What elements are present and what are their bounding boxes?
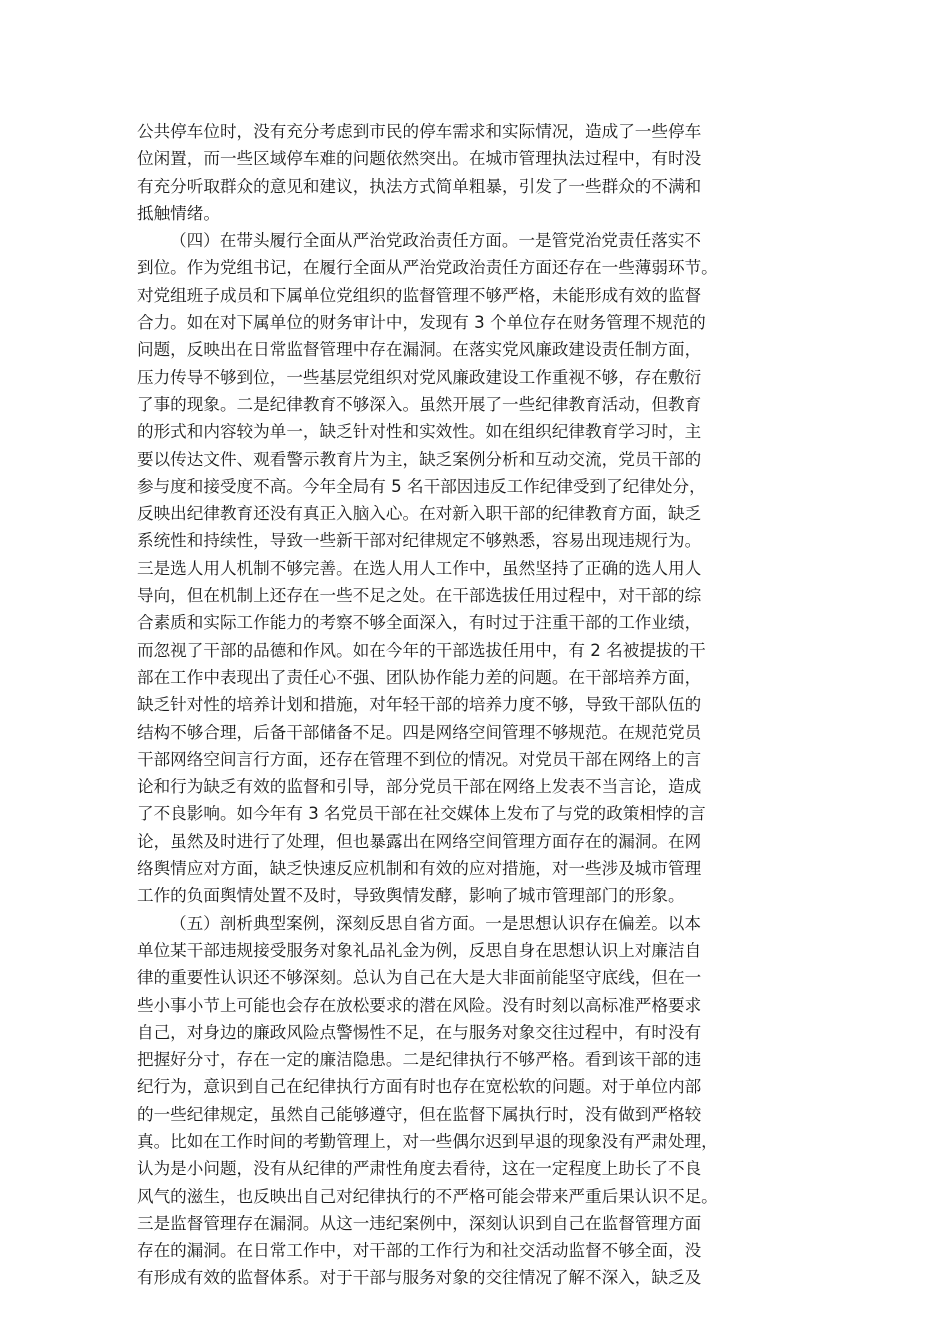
text-line: 位闲置，而一些区域停车难的问题依然突出。在城市管理执法过程中，有时没 — [137, 149, 702, 169]
text-line: 三是选人用人机制不够完善。在选人用人工作中，虽然坚持了正确的选人用人 — [137, 558, 702, 578]
text-line: 三是监督管理存在漏洞。从这一违纪案例中，深刻认识到自己在监督管理方面 — [137, 1213, 702, 1233]
text-line: 纪行为，意识到自己在纪律执行方面有时也存在宽松软的问题。对于单位内部 — [137, 1077, 702, 1097]
text-line: 论和行为缺乏有效的监督和引导，部分党员干部在网络上发表不当言论，造成 — [137, 777, 702, 797]
text-line: 反映出纪律教育还没有真正入脑入心。在对新入职干部的纪律教育方面，缺乏 — [137, 504, 702, 524]
text-line: 到位。作为党组书记，在履行全面从严治党政治责任方面还存在一些薄弱环节。 — [137, 258, 718, 278]
text-line: 要以传达文件、观看警示教育片为主，缺乏案例分析和互动交流，党员干部的 — [137, 449, 702, 469]
text-line: 了事的现象。二是纪律教育不够深入。虽然开展了一些纪律教育活动，但教育 — [137, 394, 702, 414]
text-line: （四）在带头履行全面从严治党政治责任方面。一是管党治党责任落实不 — [170, 231, 701, 251]
body-text — [137, 118, 817, 1292]
text-line: 公共停车位时，没有充分考虑到市民的停车需求和实际情况，造成了一些停车 — [137, 122, 702, 141]
text-line: 压力传导不够到位，一些基层党组织对党风廉政建设工作重视不够，存在敷衍 — [137, 367, 702, 387]
text-line: 合素质和实际工作能力的考察不够全面深入，有时过于注重干部的工作业绩， — [137, 613, 702, 633]
text-line: 系统性和持续性，导致一些新干部对纪律规定不够熟悉，容易出现违规行为。 — [137, 531, 702, 551]
text-line: 导向，但在机制上还存在一些不足之处。在干部选拔任用过程中，对干部的综 — [137, 586, 702, 606]
text-line: 有形成有效的监督体系。对于干部与服务对象的交往情况了解不深入，缺乏及 — [137, 1268, 702, 1288]
text-line: 工作的负面舆情处置不及时，导致舆情发酵，影响了城市管理部门的形象。 — [137, 886, 685, 906]
text-line: 的一些纪律规定，虽然自己能够遵守，但在监督下属执行时，没有做到严格较 — [137, 1104, 702, 1124]
text-line: 论，虽然及时进行了处理，但也暴露出在网络空间管理方面存在的漏洞。在网 — [137, 831, 702, 851]
text-line: 抵触情绪。 — [137, 203, 220, 223]
text-line: 对党组班子成员和下属单位党组织的监督管理不够严格，未能形成有效的监督 — [137, 285, 702, 305]
text-line: 的形式和内容较为单一，缺乏针对性和实效性。如在组织纪律教育学习时，主 — [137, 422, 702, 442]
text-line: 结构不够合理，后备干部储备不足。四是网络空间管理不够规范。在规范党员 — [137, 722, 702, 742]
text-line: 干部网络空间言行方面，还存在管理不到位的情况。对党员干部在网络上的言 — [137, 749, 702, 769]
text-line: 律的重要性认识还不够深刻。总认为自己在大是大非面前能坚守底线，但在一 — [137, 968, 702, 988]
text-line: 单位某干部违规接受服务对象礼品礼金为例，反思自身在思想认识上对廉洁自 — [137, 940, 702, 960]
text-line: 存在的漏洞。在日常工作中，对干部的工作行为和社交活动监督不够全面，没 — [137, 1241, 702, 1261]
text-line: 部在工作中表现出了责任心不强、团队协作能力差的问题。在干部培养方面， — [137, 667, 702, 687]
text-line: 真。比如在工作时间的考勤管理上，对一些偶尔迟到早退的现象没有严肃处理， — [137, 1131, 718, 1151]
text-line: 问题，反映出在日常监督管理中存在漏洞。在落实党风廉政建设责任制方面， — [137, 340, 702, 360]
text-line: 而忽视了干部的品德和作风。如在今年的干部选拔任用中，有 2 名被提拔的干 — [137, 640, 706, 660]
text-line: 自己，对身边的廉政风险点警惕性不足，在与服务对象交往过程中，有时没有 — [137, 1022, 702, 1042]
text-line: 了不良影响。如今年有 3 名党员干部在社交媒体上发布了与党的政策相悖的言 — [137, 804, 706, 824]
text-line: 络舆情应对方面，缺乏快速反应机制和有效的应对措施，对一些涉及城市管理 — [137, 859, 702, 879]
text-line: 参与度和接受度不高。今年全局有 5 名干部因违反工作纪律受到了纪律处分， — [137, 476, 706, 496]
text-line: 风气的滋生，也反映出自己对纪律执行的不严格可能会带来严重后果认识不足。 — [137, 1186, 718, 1206]
text-line: （五）剖析典型案例，深刻反思自省方面。一是思想认识存在偏差。以本 — [170, 913, 701, 933]
text-line: 认为是小问题，没有从纪律的严肃性角度去看待，这在一定程度上助长了不良 — [137, 1159, 702, 1179]
text-line: 有充分听取群众的意见和建议，执法方式简单粗暴，引发了一些群众的不满和 — [137, 176, 702, 196]
text-line: 缺乏针对性的培养计划和措施，对年轻干部的培养力度不够，导致干部队伍的 — [137, 695, 702, 715]
text-line: 些小事小节上可能也会存在放松要求的潜在风险。没有时刻以高标准严格要求 — [137, 995, 702, 1015]
text-line: 把握好分寸，存在一定的廉洁隐患。二是纪律执行不够严格。看到该干部的违 — [137, 1050, 702, 1070]
text-line: 合力。如在对下属单位的财务审计中，发现有 3 个单位存在财务管理不规范的 — [137, 313, 706, 333]
